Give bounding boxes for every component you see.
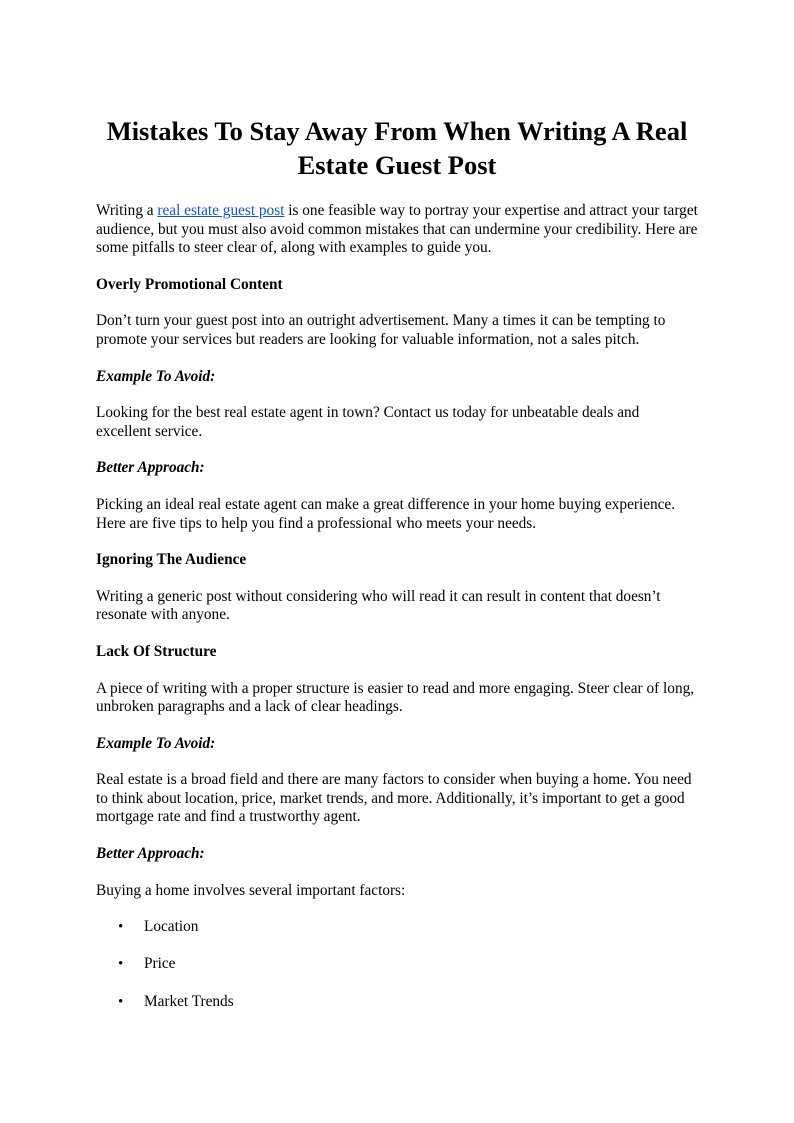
factors-bullet-list [96,918,698,1011]
section-heading-ignoring-audience: Ignoring The Audience [96,551,247,569]
page-title: Mistakes To Stay Away From When Writing A Real Estate Guest Post [106,116,688,180]
list-item-label: Market Trends [144,992,234,1010]
intro-paragraph [96,202,698,258]
section-body-lack-of-structure: A piece of writing with a proper structure is easier to read and more engaging. Steer clear of long, unbroken paragraphs and a lack of clear headings. [96,679,695,716]
bullet-icon: • [118,956,124,973]
bullet-icon: • [118,993,124,1010]
example-to-avoid-text-2: Real estate is a broad field and there are many factors to consider when buying a home. You need to think about location, price, market trends, and more. Additionally, it’s important to get a good mortgage rate and find a trustworthy agent. [96,771,692,826]
intro-text-before-link: Writing a [96,202,158,219]
better-approach-text: Picking an ideal real estate agent can make a great difference in your home buying experience. Here are five tips to help you find a professional who meets your needs. [96,495,676,532]
section-body-overly-promotional: Don’t turn your guest post into an outright advertisement. Many a times it can be tempting to promote your services but readers are looking for valuable information, not a sales pitch. [96,312,666,348]
bullet-icon: • [118,919,124,936]
section-heading-lack-of-structure: Lack Of Structure [96,642,217,660]
list-item [96,918,698,937]
list-item-label: Location [144,918,199,936]
intro-text-after-link: is one feasible way to portray your expertise and attract your target audience, but you must also avoid common mistakes that can undermine your credibility. Here are some pitfalls to steer clear of, along with examples to guide you. [96,202,698,257]
better-approach-label: Better Approach: [96,459,205,477]
example-to-avoid-label: Example To Avoid: [96,367,216,385]
list-item [96,955,698,974]
better-approach-text-2: Buying a home involves several important factors: [96,881,406,899]
better-approach-label-2: Better Approach: [96,845,205,863]
list-item-label: Price [144,955,176,973]
example-to-avoid-label-2: Example To Avoid: [96,734,216,752]
real-estate-guest-post-link[interactable]: real estate guest post [157,202,285,219]
section-heading-overly-promotional: Overly Promotional Content [96,275,283,293]
list-item [96,993,698,1012]
section-body-ignoring-audience: Writing a generic post without considering who will read it can result in content that doesn’t resonate with anyone. [96,587,661,624]
document-page [96,114,698,1030]
example-to-avoid-text: Looking for the best real estate agent in town? Contact us today for unbeatable deals and excellent service. [96,404,640,440]
